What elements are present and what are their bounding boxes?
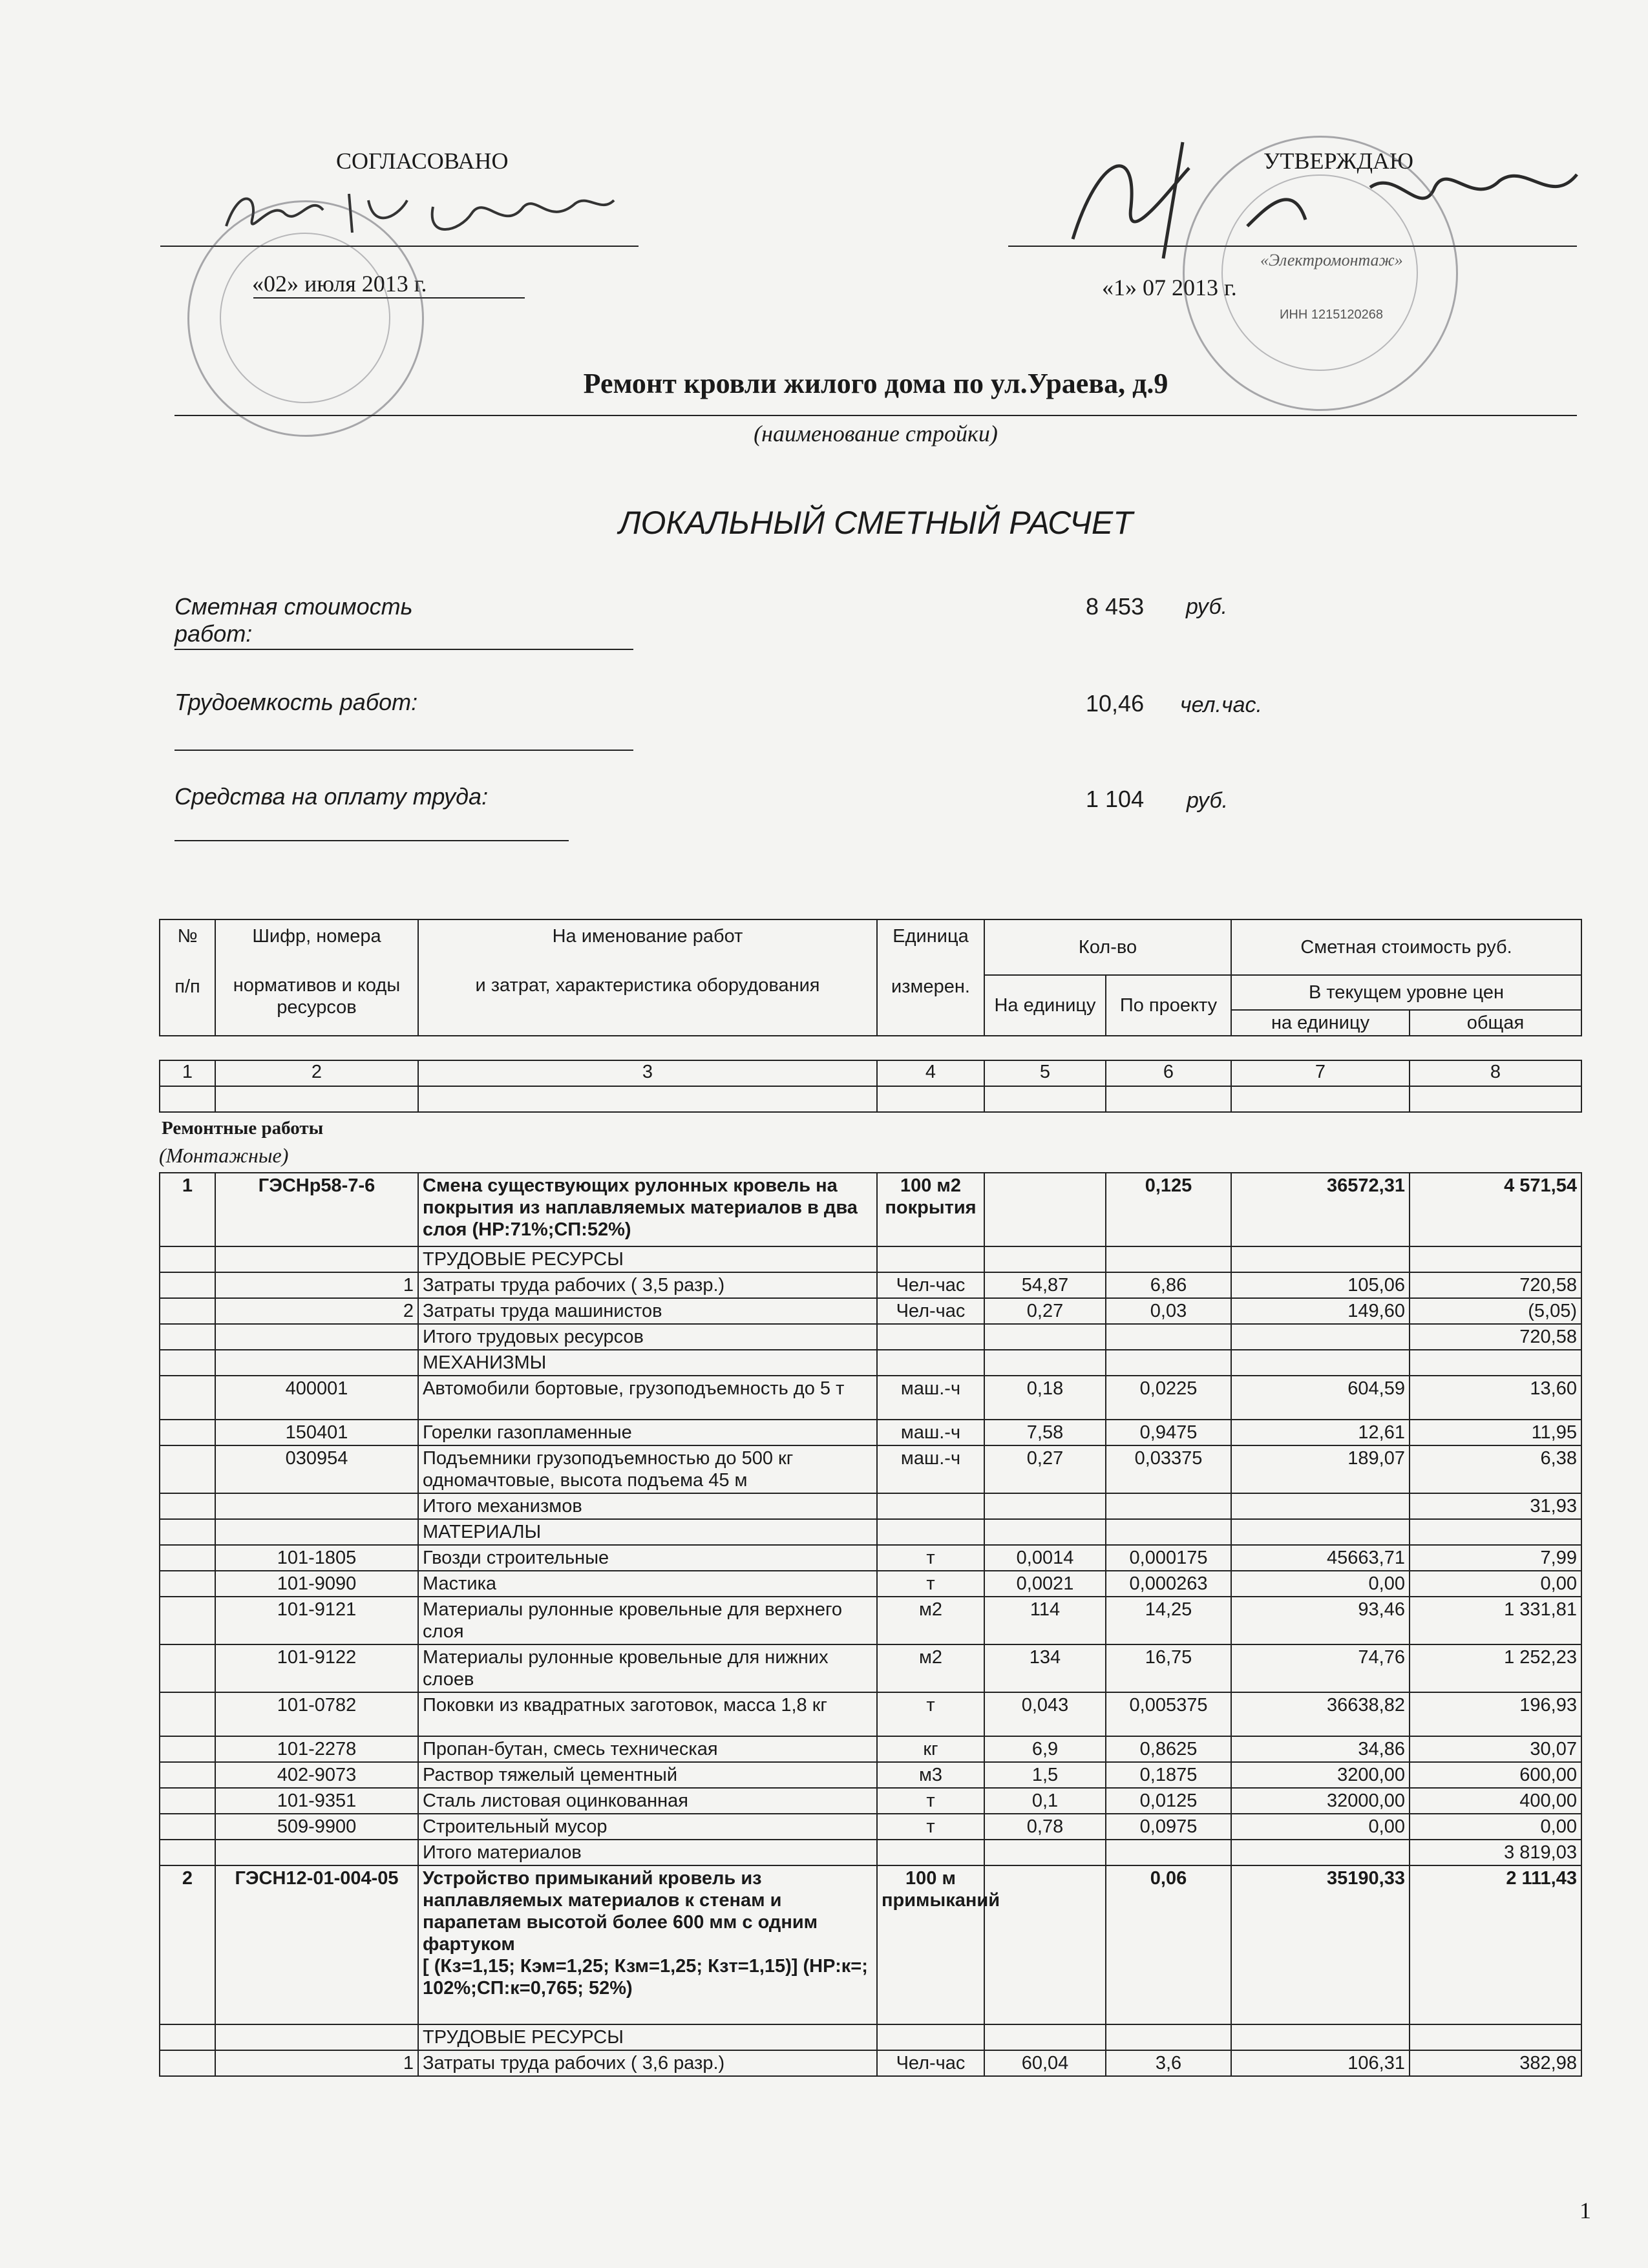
wage-value: 1 104 (1086, 786, 1145, 812)
table-row: 2 ГЭСН12-01-004-05 Устройство примыканий кровель из наплавляемых материалов к стенам и парапетам высотой более 600 мм с одним фартуком [ (Кз=1,15; Кэм=1,25; Кзм=1,25; Кзт=1,15)] (НР:к=; 102%;СП:к=0,765; 52%) 100 м примыканий 0,06 35190,33 2 111,43 (160, 1865, 1581, 2024)
cost-unit: руб. (1186, 594, 1228, 619)
current-level-header: В текущем уровне цен (1231, 975, 1581, 1010)
site-title: Ремонт кровли жилого дома по ул.Ураева, д.9 (583, 368, 1168, 399)
table-row: 101-9090 Мастика т 0,0021 0,000263 0,00 0,00 (160, 1571, 1581, 1597)
approve-stamp-inner (1221, 174, 1418, 371)
table-row: 030954 Подъемники грузоподъемностью до 500 кг одномачтовые, высота подъема 45 м маш.-ч 0,27 0,03375 189,07 6,38 (160, 1445, 1581, 1493)
approve-date: «1» 07 2013 г. (1102, 275, 1237, 300)
table-row: Итого материалов 3 819,03 (160, 1840, 1581, 1865)
table-row: МЕХАНИЗМЫ (160, 1350, 1581, 1376)
table-row: 101-1805 Гвозди строительные т 0,0014 0,000175 45663,71 7,99 (160, 1545, 1581, 1571)
table-row: Итого механизмов 31,93 (160, 1493, 1581, 1519)
column-number: 2 (215, 1060, 418, 1086)
table-header (159, 919, 1582, 1036)
column-numbers (159, 1060, 1582, 1113)
qty-per-unit-header: На единицу (984, 975, 1106, 1036)
table-row: 509-9900 Строительный мусор т 0,78 0,0975 0,00 0,00 (160, 1814, 1581, 1840)
table-row: МАТЕРИАЛЫ (160, 1519, 1581, 1545)
cost-header: Сметная стоимость руб. (1231, 919, 1581, 975)
table-row: 1 Затраты труда рабочих ( 3,5 разр.) Чел-час 54,87 6,86 105,06 720,58 (160, 1272, 1581, 1298)
column-number: 7 (1231, 1060, 1410, 1086)
section-subtitle: (Монтажные) (159, 1144, 289, 1167)
page-number: 1 (1579, 2198, 1591, 2223)
document-title: ЛОКАЛЬНЫЙ СМЕТНЫЙ РАСЧЕТ (618, 505, 1133, 541)
labor-value: 10,46 (1086, 690, 1145, 717)
wage-line (174, 840, 569, 841)
cost-per-unit-header: на единицу (1231, 1010, 1410, 1036)
table-row: Итого трудовых ресурсов 720,58 (160, 1324, 1581, 1350)
cost-label: Сметная стоимость (174, 593, 413, 620)
table-row: ТРУДОВЫЕ РЕСУРСЫ (160, 2024, 1581, 2050)
labor-label: Трудоемкость работ: (174, 689, 418, 715)
site-caption: (наименование стройки) (754, 421, 998, 446)
table-row: 101-9122 Материалы рулонные кровельные для нижних слоев м2 134 16,75 74,76 1 252,23 (160, 1644, 1581, 1692)
col-name-header: На именование работ и затрат, характеристика оборудования (418, 919, 877, 1036)
qty-project-header: По проекту (1106, 975, 1231, 1036)
table-row: 101-2278 Пропан-бутан, смесь техническая кг 6,9 0,8625 34,86 30,07 (160, 1736, 1581, 1762)
col-number-header: № п/п (160, 919, 215, 1036)
site-title-underline (174, 415, 1577, 416)
column-number: 4 (877, 1060, 984, 1086)
cost-line (174, 649, 633, 650)
table-row: ТРУДОВЫЕ РЕСУРСЫ (160, 1246, 1581, 1272)
cost-total-header: общая (1410, 1010, 1581, 1036)
table-row: 400001 Автомобили бортовые, грузоподъемность до 5 т маш.-ч 0,18 0,0225 604,59 13,60 (160, 1376, 1581, 1420)
col-code-header: Шифр, номера нормативов и коды ресурсов (215, 919, 418, 1036)
estimate-table (159, 1172, 1582, 2077)
approve-label: УТВЕРЖДАЮ (1263, 148, 1414, 174)
col-unit-header: Единица измерен. (877, 919, 984, 1036)
table-row: 101-0782 Поковки из квадратных заготовок, масса 1,8 кг т 0,043 0,005375 36638,82 196,93 (160, 1692, 1581, 1736)
table-row: 1 Затраты труда рабочих ( 3,6 разр.) Чел-час 60,04 3,6 106,31 382,98 (160, 2050, 1581, 2076)
labor-unit: чел.час. (1180, 693, 1262, 717)
table-row: 2 Затраты труда машинистов Чел-час 0,27 0,03 149,60 (5,05) (160, 1298, 1581, 1324)
table-row: 150401 Горелки газопламенные маш.-ч 7,58 0,9475 12,61 11,95 (160, 1420, 1581, 1445)
table-row: 101-9121 Материалы рулонные кровельные для верхнего слоя м2 114 14,25 93,46 1 331,81 (160, 1597, 1581, 1644)
stamp-company: «Электромонтаж» (1260, 251, 1403, 269)
table-row: 402-9073 Раствор тяжелый цементный м3 1,5 0,1875 3200,00 600,00 (160, 1762, 1581, 1788)
column-number: 6 (1106, 1060, 1231, 1086)
labor-line (174, 750, 633, 751)
table-row: 101-9351 Сталь листовая оцинкованная т 0,1 0,0125 32000,00 400,00 (160, 1788, 1581, 1814)
column-number: 1 (160, 1060, 215, 1086)
qty-header: Кол-во (984, 919, 1231, 975)
wage-unit: руб. (1187, 788, 1229, 813)
approved-label: СОГЛАСОВАНО (336, 148, 509, 174)
cost-value: 8 453 (1086, 593, 1145, 620)
cost-label-2: работ: (174, 620, 253, 647)
approved-date: «02» июля 2013 г. (252, 271, 427, 297)
column-number: 5 (984, 1060, 1106, 1086)
section-title: Ремонтные работы (162, 1118, 324, 1139)
column-number: 3 (418, 1060, 877, 1086)
table-row: 1 ГЭСНр58-7-6 Смена существующих рулонных кровель на покрытия из наплавляемых материалов в два слоя (НР:71%;СП:52%) 100 м2 покрытия 0,125 36572,31 4 571,54 (160, 1173, 1581, 1246)
column-number: 8 (1410, 1060, 1581, 1086)
stamp-inn: ИНН 1215120268 (1280, 308, 1384, 322)
wage-label: Средства на оплату труда: (174, 783, 489, 810)
